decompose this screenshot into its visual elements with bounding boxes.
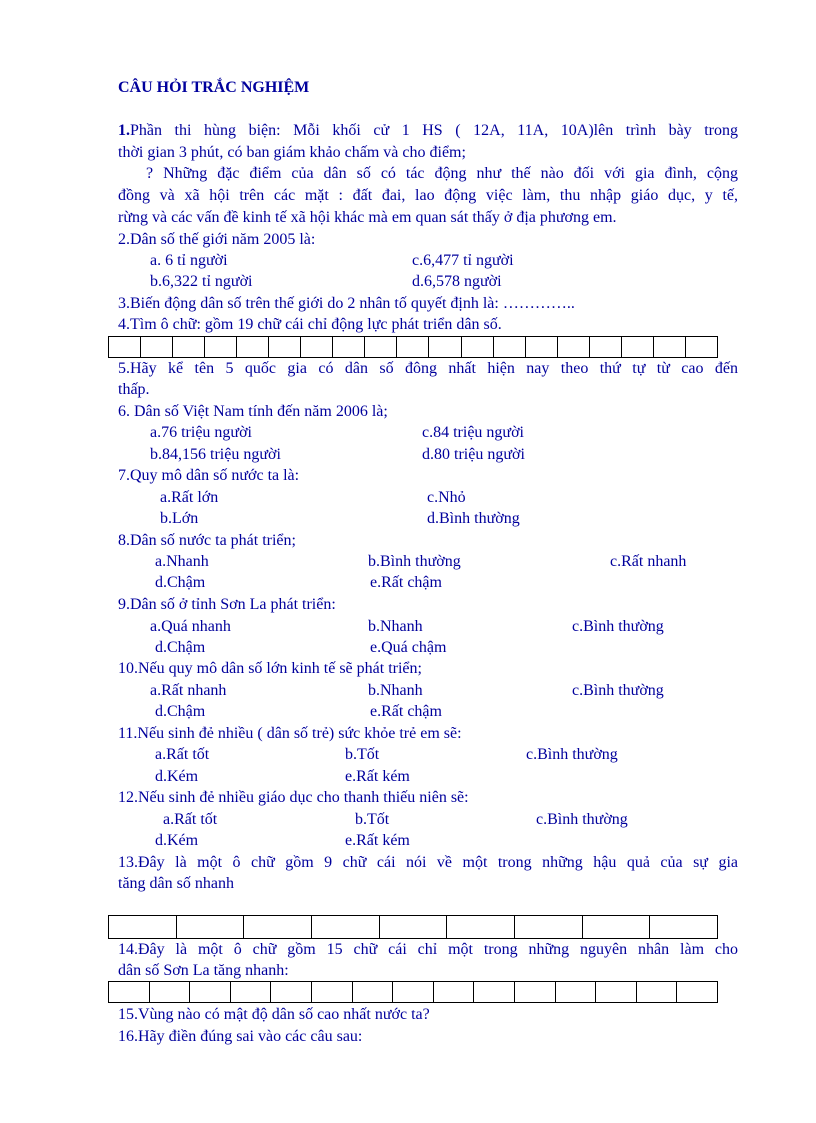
q1-number: 1. [118,122,130,139]
q7-option-d: d.Bình thường [427,510,520,527]
q6-option-c: c.84 triệu người [422,424,524,441]
q8-question: 8.Dân số nước ta phát triển; [118,532,296,549]
q1-line-3: ? Những đặc điểm của dân số có tác động như thế nào đối với gia đình, cộng [146,165,738,182]
crossword-cell[interactable] [686,337,718,357]
q11-option-d: d.Kém [155,768,199,785]
q8-option-c: c.Rất nhanh [610,553,687,570]
q5-line-2: thấp. [118,381,150,398]
page-title: CÂU HỎI TRẮC NGHIỆM [118,79,310,96]
q9-option-a: a.Quá nhanh [150,618,231,635]
q9-option-b: b.Nhanh [368,618,423,635]
crossword-cell[interactable] [622,337,654,357]
crossword-cell[interactable] [515,982,556,1002]
q11-option-b: b.Tốt [345,746,380,763]
crossword-cell[interactable] [237,337,269,357]
q9-option-c: c.Bình thường [572,618,664,635]
q6-option-a: a.76 triệu người [150,424,252,441]
crossword-cell[interactable] [393,982,434,1002]
crossword-cell[interactable] [333,337,365,357]
q10-option-b: b.Nhanh [368,682,423,699]
q9-option-e: e.Quá chậm [370,639,447,656]
crossword-cell[interactable] [109,916,177,938]
q11-question: 11.Nếu sinh đẻ nhiều ( dân số trẻ) sức khỏe trẻ em sẽ: [118,725,462,742]
crossword-cell[interactable] [558,337,590,357]
crossword-cell[interactable] [380,916,448,938]
q8-option-b: b.Bình thường [368,553,461,570]
q2-question: 2.Dân số thế giới năm 2005 là: [118,231,316,248]
q12-option-a: a.Rất tốt [163,811,218,828]
crossword-cell[interactable] [177,916,245,938]
q13-line-1: 13.Đây là một ô chữ gồm 9 chữ cái nói về một trong những hậu quả của sự gia [118,854,738,871]
crossword-cell[interactable] [526,337,558,357]
crossword-cell[interactable] [141,337,173,357]
crossword-cell[interactable] [353,982,394,1002]
q11-option-c: c.Bình thường [526,746,618,763]
crossword-cell[interactable] [494,337,526,357]
crossword-cell[interactable] [109,982,150,1002]
q2-option-b: b.6,322 tỉ người [150,273,253,290]
q14-crossword-grid [108,981,718,1003]
crossword-cell[interactable] [231,982,272,1002]
q13-line-2: tăng dân số nhanh [118,875,234,892]
q1-line-1: 1.Phần thi hùng biện: Mỗi khối cử 1 HS ( 12A, 11A, 10A)lên trình bày trong [118,122,738,139]
q12-question: 12.Nếu sinh đẻ nhiều giáo dục cho thanh thiếu niên sẽ: [118,789,469,806]
q7-option-b: b.Lớn [160,510,199,527]
q5-line-1: 5.Hãy kể tên 5 quốc gia có dân số đông nhất hiện nay theo thứ tự từ cao đến [118,360,738,377]
crossword-cell[interactable] [429,337,461,357]
q6-option-d: d.80 triệu người [422,446,525,463]
q15-question: 15.Vùng nào có mật độ dân số cao nhất nước ta? [118,1006,430,1023]
crossword-cell[interactable] [434,982,475,1002]
crossword-cell[interactable] [654,337,686,357]
crossword-cell[interactable] [190,982,231,1002]
q3-question: 3.Biến động dân số trên thế giới do 2 nhân tố quyết định là: ………….. [118,295,575,312]
q13-crossword-grid [108,915,718,939]
q10-option-d: d.Chậm [155,703,206,720]
q1-line-5: rừng và các vấn đề kinh tế xã hội khác mà em quan sát thấy ở địa phương em. [118,209,617,226]
crossword-cell[interactable] [150,982,191,1002]
q11-option-e: e.Rất kém [345,768,410,785]
q7-option-a: a.Rất lớn [160,489,219,506]
crossword-cell[interactable] [596,982,637,1002]
q4-question: 4.Tìm ô chữ: gồm 19 chữ cái chỉ động lực phát triển dân số. [118,316,502,333]
q10-option-a: a.Rất nhanh [150,682,227,699]
q12-option-e: e.Rất kém [345,832,410,849]
q4-crossword-grid [108,336,718,358]
q2-option-d: d.6,578 người [412,273,502,290]
crossword-cell[interactable] [312,916,380,938]
crossword-cell[interactable] [474,982,515,1002]
crossword-cell[interactable] [677,982,718,1002]
q12-option-c: c.Bình thường [536,811,628,828]
crossword-cell[interactable] [365,337,397,357]
q14-line-2: dân số Sơn La tăng nhanh: [118,962,289,979]
q2-option-c: c.6,477 tỉ người [412,252,514,269]
q9-question: 9.Dân số ở tỉnh Sơn La phát triển: [118,596,336,613]
q16-question: 16.Hãy điền đúng sai vào các câu sau: [118,1028,363,1045]
q6-question: 6. Dân số Việt Nam tính đến năm 2006 là; [118,403,388,420]
q12-option-b: b.Tốt [355,811,390,828]
crossword-cell[interactable] [205,337,237,357]
crossword-cell[interactable] [447,916,515,938]
q2-option-a: a. 6 tỉ người [150,252,228,269]
crossword-cell[interactable] [397,337,429,357]
crossword-cell[interactable] [271,982,312,1002]
crossword-cell[interactable] [244,916,312,938]
q7-option-c: c.Nhỏ [427,489,466,506]
crossword-cell[interactable] [312,982,353,1002]
crossword-cell[interactable] [637,982,678,1002]
q10-option-c: c.Bình thường [572,682,664,699]
crossword-cell[interactable] [590,337,622,357]
crossword-cell[interactable] [109,337,141,357]
q1-line-2: thời gian 3 phút, có ban giám khảo chấm và cho điểm; [118,144,466,161]
crossword-cell[interactable] [650,916,718,938]
crossword-cell[interactable] [301,337,333,357]
crossword-cell[interactable] [515,916,583,938]
q8-option-a: a.Nhanh [155,553,209,570]
q8-option-e: e.Rất chậm [370,574,442,591]
q10-question: 10.Nếu quy mô dân số lớn kinh tế sẽ phát triển; [118,660,422,677]
q12-option-d: d.Kém [155,832,199,849]
q7-question: 7.Quy mô dân số nước ta là: [118,467,300,484]
crossword-cell[interactable] [556,982,597,1002]
q6-option-b: b.84,156 triệu người [150,446,281,463]
q1-line-4: đồng và xã hội trên các mặt : đất đai, lao động việc làm, thu nhập giáo dục, y tế, [118,187,738,204]
crossword-cell[interactable] [173,337,205,357]
q8-option-d: d.Chậm [155,574,206,591]
q10-option-e: e.Rất chậm [370,703,442,720]
crossword-cell[interactable] [269,337,301,357]
q9-option-d: d.Chậm [155,639,206,656]
q11-option-a: a.Rất tốt [155,746,210,763]
crossword-cell[interactable] [462,337,494,357]
q14-line-1: 14.Đây là một ô chữ gồm 15 chữ cái chỉ một trong những nguyên nhân làm cho [118,941,738,958]
crossword-cell[interactable] [583,916,651,938]
